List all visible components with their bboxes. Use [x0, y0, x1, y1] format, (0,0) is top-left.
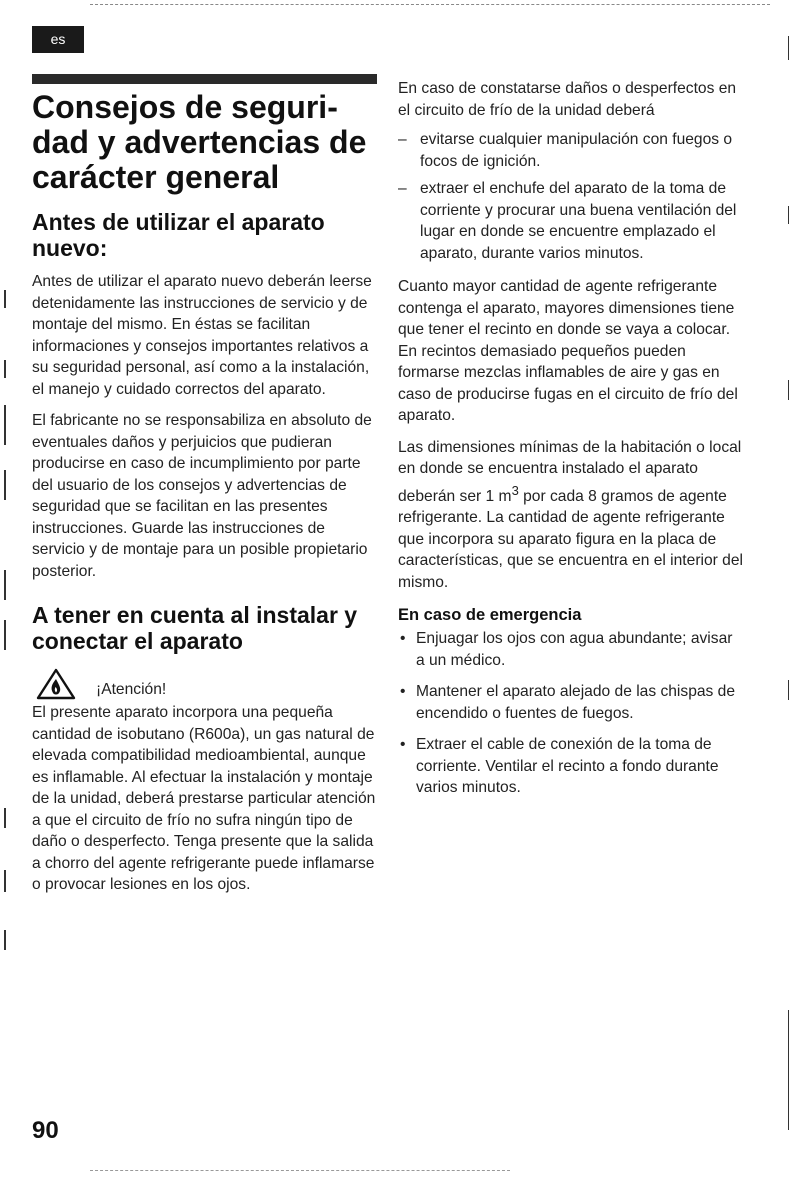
margin-mark	[4, 930, 6, 950]
page-number: 90	[32, 1117, 59, 1144]
margin-mark	[4, 360, 6, 378]
language-badge: es	[32, 26, 84, 53]
margin-mark	[788, 36, 789, 60]
warning-label: ¡Atención!	[96, 681, 167, 698]
margin-mark	[788, 1010, 789, 1130]
list-item: – evitarse cualquier manipulación con fuegos o focos de ignición.	[398, 129, 743, 172]
margin-mark	[4, 808, 6, 828]
emergency-heading: En caso de emergencia	[398, 606, 582, 625]
right-column	[398, 78, 743, 809]
margin-mark	[4, 870, 6, 892]
warning-flame-icon	[36, 668, 76, 700]
section-heading-installation: A tener en cuenta al instalar y conectar el aparato	[32, 602, 358, 654]
title-bar	[32, 74, 377, 84]
list-item: • Enjuagar los ojos con agua abundante; avisar a un médico.	[398, 628, 743, 671]
text-span: por cada 8 gramos de agente refrigerante. La cantidad de agente refrigerante que incorpora su aparato figura en la placa de características, que se encuentra en el interior del mismo.	[398, 487, 743, 591]
paragraph	[398, 437, 743, 594]
margin-mark	[788, 206, 789, 224]
list-item: • Mantener el aparato alejado de las chispas de encendido o fuentes de fuegos.	[398, 681, 743, 724]
list-item: • Extraer el cable de conexión de la toma de corriente. Ventilar el recinto a fondo durante varios minutos.	[398, 734, 743, 799]
paragraph: Antes de utilizar el aparato nuevo deberán leerse detenidamente las instrucciones de servicio y de montaje del mismo. En éstas se facilitan informaciones y consejos importantes relativos a su seguridad personal, así como a la instalación, el manejo y cuidado correctos del aparato.	[32, 273, 372, 398]
section-heading-before-use: Antes de utilizar el aparato nuevo:	[32, 209, 325, 261]
top-scan-rule	[90, 4, 770, 5]
emergency-list	[398, 628, 743, 799]
text-span: Las dimensiones mínimas de la habitación o local en donde se encuentra instalado el aparato deberán ser 1 m	[398, 438, 742, 505]
margin-mark	[4, 290, 6, 308]
paragraph: Cuanto mayor cantidad de agente refrigerante contenga el aparato, mayores dimensiones tiene que tener el recinto en donde se vaya a colocar. En recintos demasiado pequeños pueden formarse mezclas inflamables de aire y gas en caso de producirse fugas en el circuito de frío del aparato.	[398, 278, 738, 424]
damage-actions-list	[398, 129, 743, 264]
margin-mark	[4, 620, 6, 650]
superscript: 3	[511, 482, 519, 498]
margin-mark	[788, 680, 789, 700]
page-title: Consejos de seguri- dad y advertencias de carácter general	[32, 89, 367, 195]
margin-mark	[4, 405, 6, 445]
left-column	[32, 74, 377, 906]
margin-mark	[4, 470, 6, 500]
paragraph: El fabricante no se responsabiliza en absoluto de eventuales daños y perjuicios que pudieran producirse en caso de incumplimiento por parte del usuario de los consejos y advertencias de seguridad que se facilitan en las presentes instrucciones. Guarde las instrucciones de servicio y de montaje para un posible propietario posterior.	[32, 412, 372, 580]
warning-row	[32, 666, 377, 700]
paragraph: El presente aparato incorpora una pequeña cantidad de isobutano (R600a), un gas natural de elevada compatibilidad medioambiental, aunque es inflamable. Al efectuar la instalación y montaje de la unidad, deberá prestarse particular atención a que el circuito de frío no sufra ningún tipo de daño o desperfecto. Tenga presente que la salida a chorro del agente refrigerante puede inflamarse o provocar lesiones en los ojos.	[32, 704, 376, 893]
paragraph: En caso de constatarse daños o desperfectos en el circuito de frío de la unidad deberá	[398, 80, 737, 119]
margin-mark	[788, 380, 789, 400]
list-item: – extraer el enchufe del aparato de la toma de corriente y procurar una buena ventilación del lugar en donde se encuentre emplazado el aparato, durante varios minutos.	[398, 178, 743, 264]
margin-mark	[4, 570, 6, 600]
bottom-scan-rule	[90, 1170, 510, 1171]
